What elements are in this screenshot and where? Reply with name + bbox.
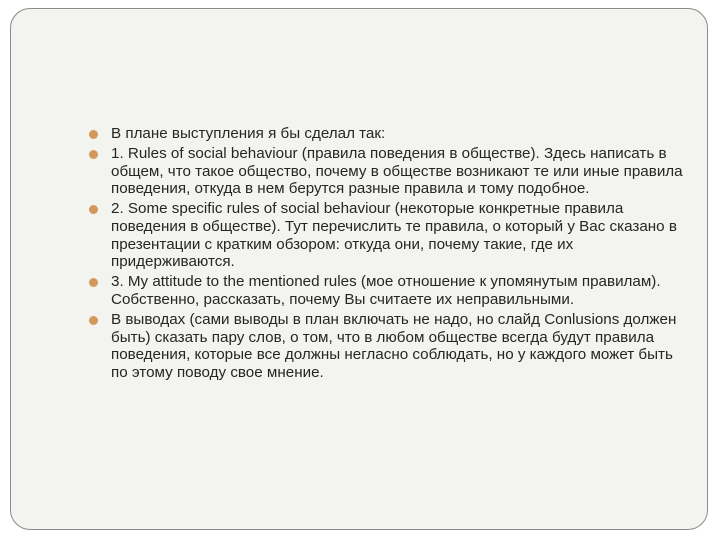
- bullet-item-plan-intro: [89, 125, 689, 143]
- slide-frame: [10, 8, 708, 530]
- bullet-item-rules-of-social-behaviour: [89, 145, 689, 198]
- bullet-item-specific-rules: [89, 200, 689, 270]
- bullet-item-my-attitude: [89, 273, 689, 308]
- bullet-dot-icon: [89, 205, 98, 214]
- bullet-dot-icon: [89, 278, 98, 287]
- bullet-dot-icon: [89, 150, 98, 159]
- bullet-text: 3. My attitude to the mentioned rules (мое отношение к упомянутым правилам). Собственно, рассказать, почему Вы считаете их неправильными.: [111, 273, 661, 308]
- bullet-text: 1. Rules of social behaviour (правила поведения в обществе). Здесь написать в общем, что такое общество, почему в обществе возникают те или иные правила поведения, откуда в нем берутся разные правила и тому подобное.: [111, 145, 683, 198]
- bullet-text: В плане выступления я бы сделал так:: [111, 125, 386, 142]
- bullet-dot-icon: [89, 130, 98, 139]
- bullet-item-conclusions: [89, 311, 689, 381]
- bullet-text: 2. Some specific rules of social behaviour (некоторые конкретные правила поведения в обществе). Тут перечислить те правила, о который у Вас сказано в презентации с кратким обзором: откуда они, почему такие, где их придерживаются.: [111, 200, 677, 271]
- bullet-list: [89, 125, 689, 384]
- bullet-dot-icon: [89, 316, 98, 325]
- bullet-text: В выводах (сами выводы в план включать не надо, но слайд Conlusions должен быть) сказать пару слов, о том, что в любом обществе всегда будут правила поведения, которые все должны негласно соблюдать, но у каждого может быть по этому поводу свое мнение.: [111, 310, 677, 381]
